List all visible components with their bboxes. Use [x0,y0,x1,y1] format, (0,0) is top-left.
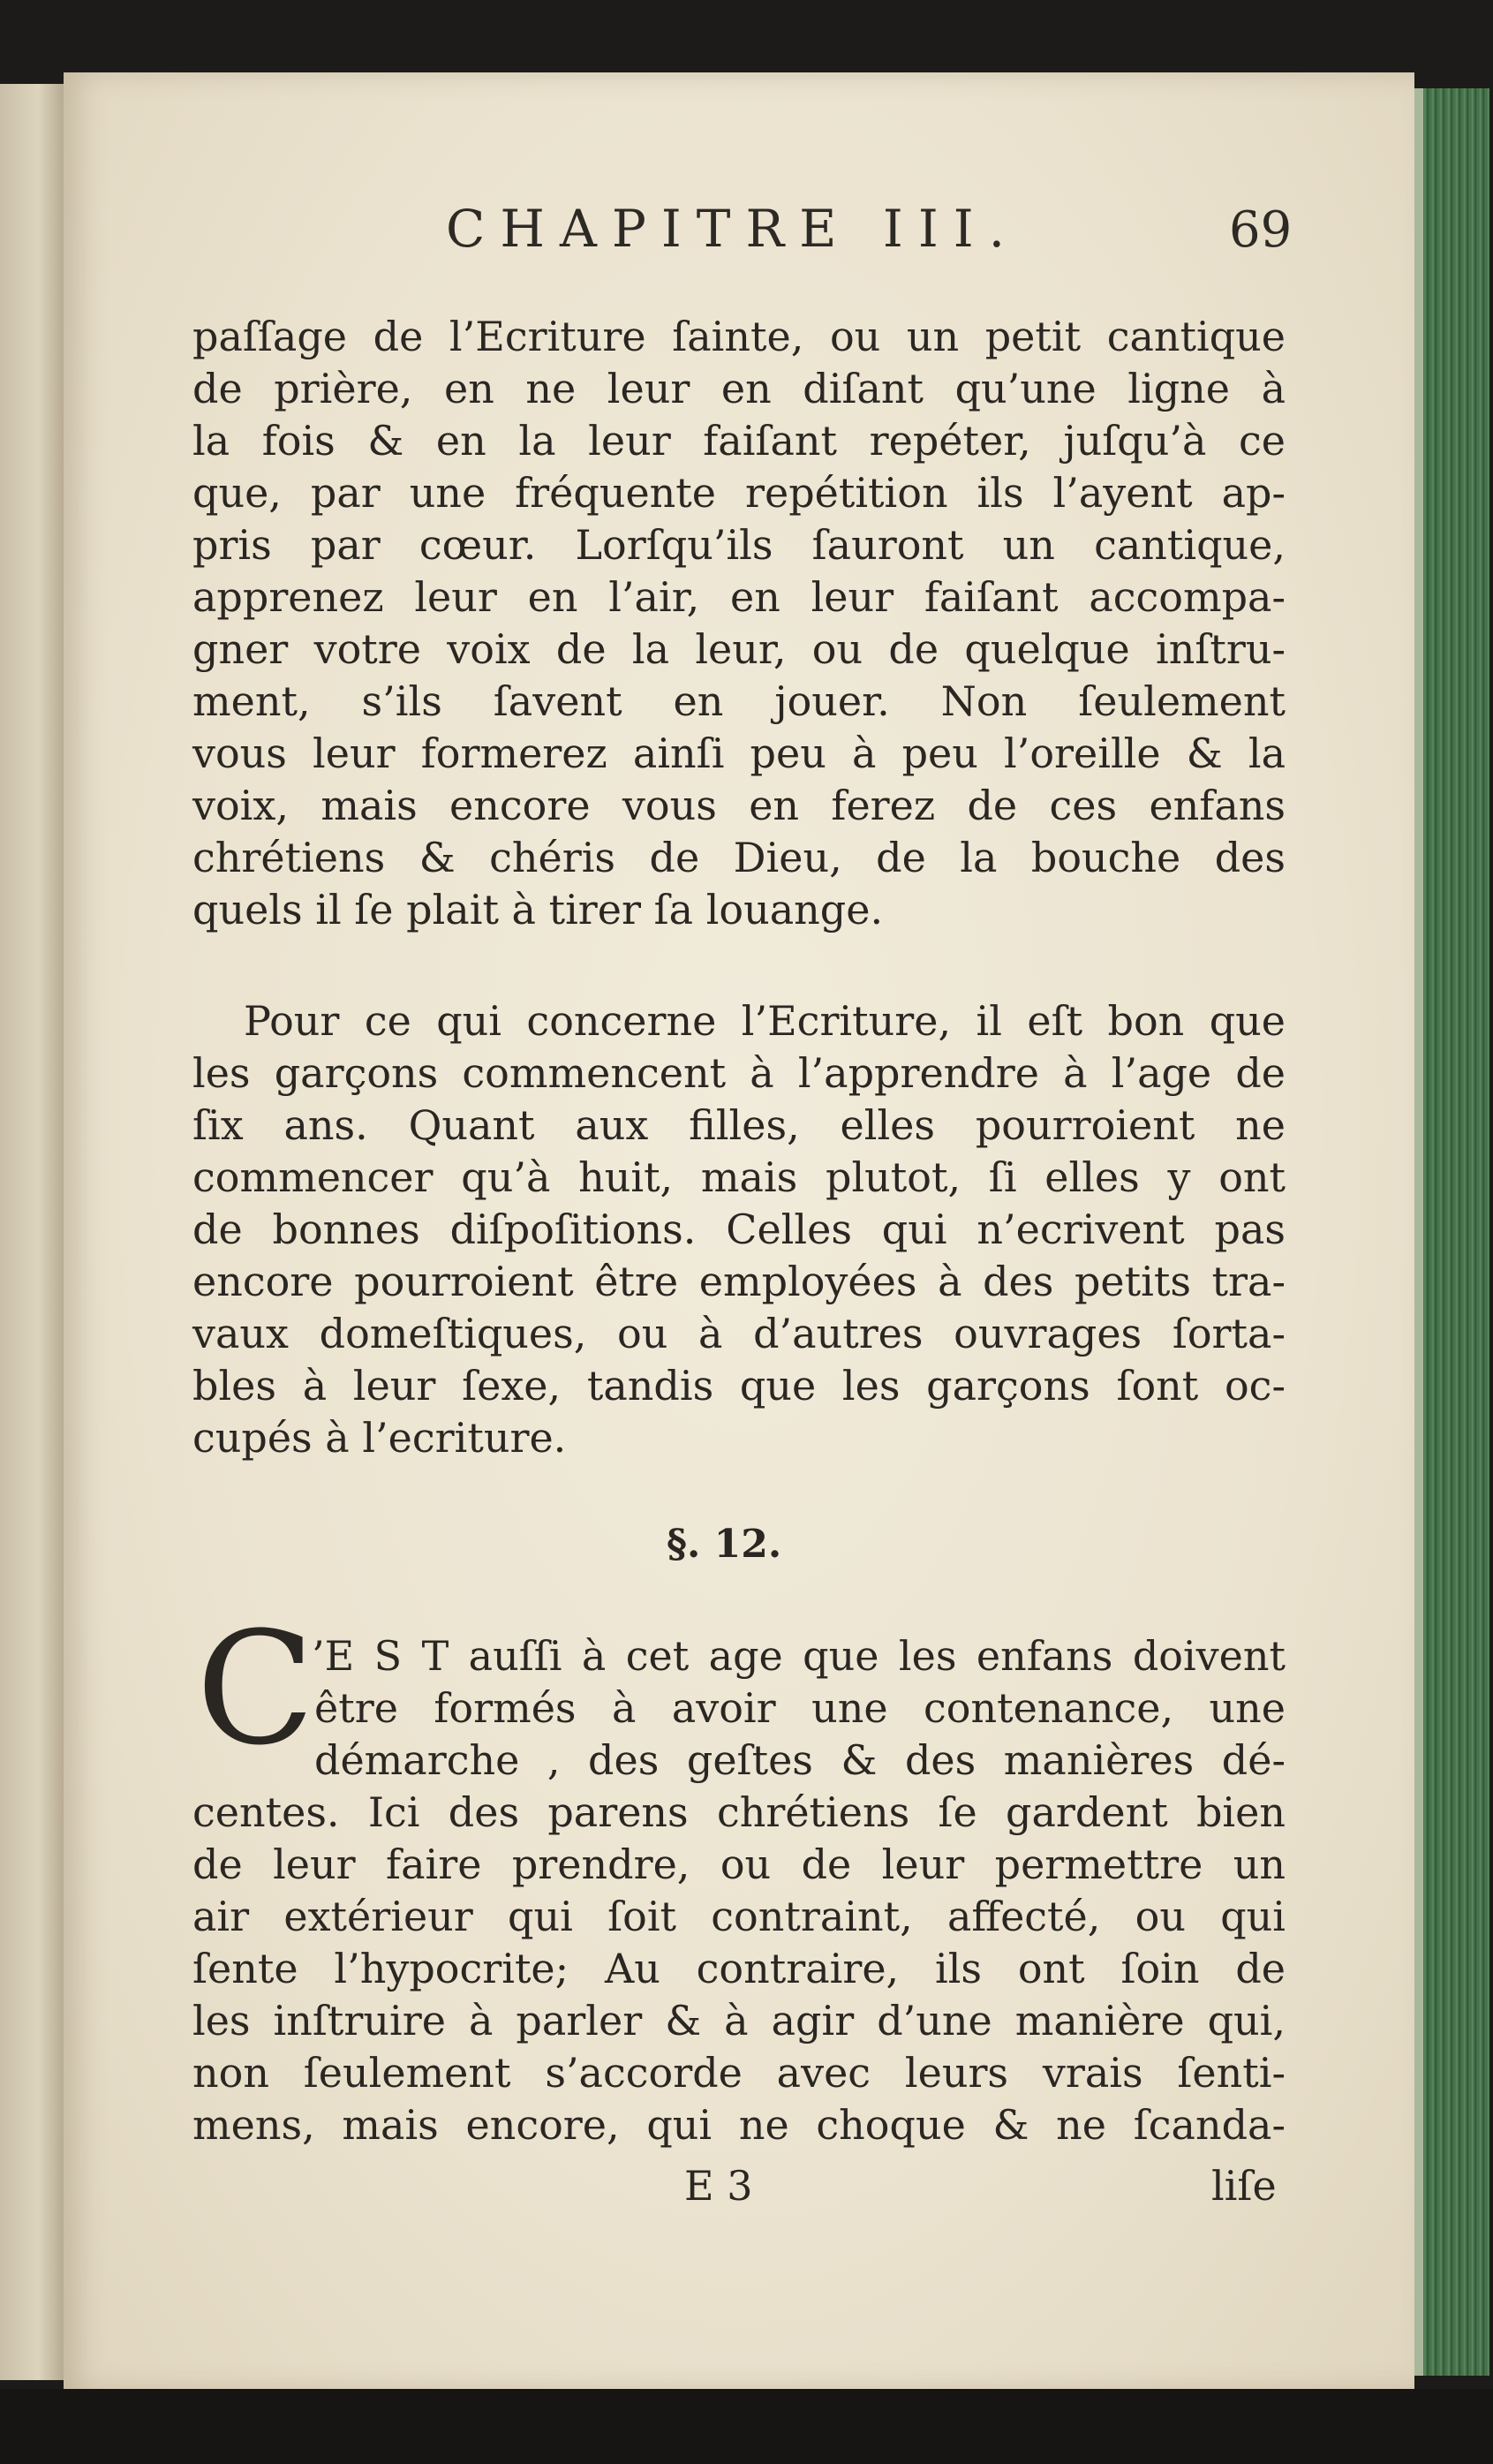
text-line: les garçons commencent à l’apprendre à l’age de [192,1049,1286,1097]
paragraph-2 [192,995,1286,1464]
page-edges-green [1414,88,1489,2376]
text-line: de prière, en ne leur en diſant qu’une ligne à [192,365,1286,412]
text-line: gner votre voix de la leur, ou de quelque inſtru- [192,625,1286,673]
text-line: de leur faire prendre, ou de leur permettre un [192,1840,1286,1888]
background-bottom [0,2389,1493,2464]
signature-mark: E 3 [684,2162,753,2210]
text-line: être formés à avoir une contenance, une [314,1684,1286,1732]
text-line: paſſage de l’Ecriture ſainte, ou un petit cantique [192,313,1286,360]
text-line: apprenez leur en l’air, en leur faiſant accompa- [192,573,1286,621]
text-line: commencer qu’à huit, mais plutot, ſi elles y ont [192,1153,1286,1201]
text-line: vous leur formerez ainſi peu à peu l’oreille & la [192,729,1286,777]
text-line: bles à leur ſexe, tandis que les garçons ſont oc- [192,1362,1286,1410]
text-line: encore pourroient être employées à des petits tra- [192,1258,1286,1305]
text-line: pris par cœur. Lorſqu’ils ſauront un cantique, [192,521,1286,569]
text-line: démarche , des geſtes & des manières dé- [314,1736,1286,1784]
text-line: mens, mais encore, qui ne choque & ne ſcanda- [192,2101,1286,2149]
catchword: liſe [1211,2162,1277,2210]
paragraph-3 [192,1630,1286,2151]
text-line: air extérieur qui ſoit contraint, affecté, ou qui [192,1893,1286,1940]
text-line: non ſeulement s’accorde avec leurs vrais ſenti- [192,2049,1286,2097]
text-line: voix, mais encore vous en ferez de ces enfans [192,782,1286,829]
text-line: vaux domeſtiques, ou à d’autres ouvrages ſorta- [192,1310,1286,1357]
page-number: 69 [1229,201,1293,259]
page-edge-highlight [1414,88,1423,2376]
text-line: ſix ans. Quant aux filles, elles pourroient ne [192,1101,1286,1149]
text-line: les inſtruire à parler & à agir d’une manière qui, [192,1997,1286,2045]
drop-cap: C [196,1599,315,1780]
text-line: que, par une fréquente repétition ils l’ayent ap- [192,469,1286,517]
text-line: la fois & en la leur faiſant repéter, juſqu’à ce [192,417,1286,465]
running-title: CHAPITRE III. [446,199,1021,259]
text-line: ſente l’hypocrite; Au contraire, ils ont ſoin de [192,1945,1286,1992]
facing-page-edge [0,84,64,2380]
text-line: de bonnes diſpoſitions. Celles qui n’ecrivent pas [192,1206,1286,1253]
paragraph-1 [192,311,1286,936]
text-line: ’E S T auſſi à cet age que les enfans doivent [312,1632,1286,1680]
text-line: Pour ce qui concerne l’Ecriture, il eſt bon que [244,997,1286,1045]
text-line: chrétiens & chéris de Dieu, de la bouche des [192,834,1286,881]
text-line: ment, s’ils ſavent en jouer. Non ſeulement [192,677,1286,725]
text-line: cupés à l’ecriture. [192,1414,567,1462]
text-line: quels il ſe plait à tirer ſa louange. [192,886,884,933]
text-line: centes. Ici des parens chrétiens ſe gardent bien [192,1788,1286,1836]
section-number: §. 12. [667,1522,782,1567]
